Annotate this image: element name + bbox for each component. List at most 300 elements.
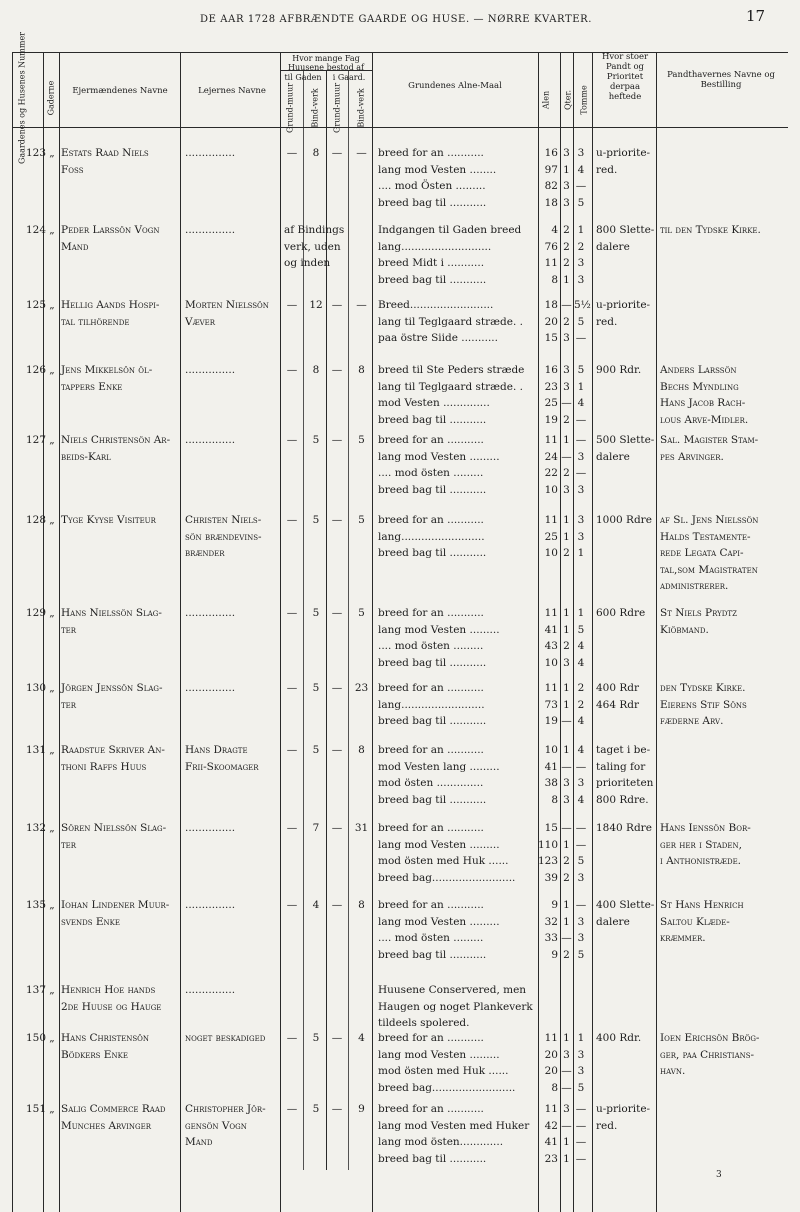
owner-name bbox=[61, 605, 181, 638]
owner-name-line: Foss bbox=[61, 163, 84, 176]
measure-tomme-line: 5 bbox=[577, 855, 585, 868]
measure-tomme bbox=[574, 512, 588, 562]
mortgage-holder-line: Hans Jacob Rach- bbox=[660, 397, 746, 410]
mortgage-amount bbox=[596, 897, 656, 930]
owner-name-line: ter bbox=[61, 623, 77, 636]
fag-count-gm2: — bbox=[331, 607, 343, 619]
footer-mark: 3 bbox=[716, 1170, 722, 1180]
measure-qter bbox=[560, 897, 573, 963]
fag-count-bv2: 8 bbox=[358, 364, 365, 376]
street-ditto: „ bbox=[49, 1103, 55, 1115]
measure-description-line: breed bag til ........... bbox=[378, 793, 487, 806]
measure-tomme-line: 5 bbox=[577, 315, 585, 328]
measure-tomme-line: 5 bbox=[577, 948, 585, 961]
row-number: 132 bbox=[25, 822, 46, 834]
header-bindverk-1: Bind-verk bbox=[310, 88, 320, 128]
fag-count-gm2: — bbox=[331, 682, 343, 694]
tenant-name-line: sön brændevins- bbox=[185, 530, 262, 543]
measure-tomme bbox=[574, 362, 588, 428]
measure-alen-line: 97 bbox=[544, 163, 558, 176]
measure-tomme bbox=[574, 145, 588, 211]
measure-qter-line: — bbox=[561, 299, 572, 311]
measure-description-line: breed Midt i ........... bbox=[378, 257, 485, 270]
measure-description-line: lang mod Vesten ......... bbox=[378, 915, 500, 928]
measure-tomme-line: — bbox=[575, 434, 587, 446]
mortgage-holder-line: Halds Testamente- bbox=[660, 530, 751, 543]
measure-description-line: breed bag......................... bbox=[378, 1081, 516, 1094]
measure-alen-line: 10 bbox=[544, 744, 558, 756]
mortgage-amount-line: dalere bbox=[596, 450, 630, 463]
measure-alen-line: 11 bbox=[544, 1103, 558, 1115]
measure-qter-line: 2 bbox=[563, 224, 570, 236]
measure-description-line: mod östen med Huk ...... bbox=[378, 855, 509, 868]
fag-count-bv2: 23 bbox=[354, 682, 369, 694]
measure-description-line: lang mod Vesten med Huker bbox=[378, 1119, 530, 1132]
owner-name-line: svends Enke bbox=[61, 915, 120, 928]
measure-description bbox=[378, 897, 538, 963]
owner-name bbox=[61, 820, 181, 853]
mortgage-holder-line: Hans Ienssön Bor- bbox=[660, 822, 751, 834]
tenant-name-line: ............... bbox=[185, 147, 236, 159]
header-bindverk-2: Bind-verk bbox=[356, 88, 366, 128]
mortgage-amount bbox=[596, 1030, 656, 1047]
mortgage-amount bbox=[596, 222, 656, 255]
measure-qter bbox=[560, 222, 573, 288]
measure-description-line: Haugen og noget Plankeverk bbox=[378, 1000, 533, 1013]
owner-name bbox=[61, 742, 181, 775]
rule-top bbox=[12, 52, 788, 53]
measure-alen-line: 9 bbox=[551, 948, 558, 961]
measure-alen-line: 11 bbox=[544, 434, 558, 446]
street-ditto: „ bbox=[49, 147, 55, 159]
row-number: 135 bbox=[25, 899, 46, 911]
tenant-name-line: Hans Dragte bbox=[185, 744, 248, 756]
measure-qter-line: 1 bbox=[563, 698, 570, 711]
mortgage-holder-line: administrerer. bbox=[660, 580, 729, 593]
measure-qter-line: 3 bbox=[563, 1048, 570, 1061]
measure-qter bbox=[560, 362, 573, 428]
row-number: 151 bbox=[25, 1103, 46, 1115]
street-ditto: „ bbox=[49, 514, 55, 526]
mortgage-holder-line: Kiöbmand. bbox=[660, 623, 709, 636]
measure-description bbox=[378, 512, 538, 562]
tenant-name bbox=[185, 982, 285, 999]
measure-alen bbox=[536, 605, 558, 671]
measure-tomme-line: 3 bbox=[577, 777, 585, 790]
measure-tomme-line: 1 bbox=[577, 380, 585, 393]
measure-description-line: breed bag til ........... bbox=[378, 413, 487, 426]
measure-alen-line: 25 bbox=[544, 397, 558, 410]
measure-qter bbox=[560, 297, 573, 347]
measure-alen-line: 18 bbox=[544, 196, 558, 209]
tenant-name-line: noget beskadiged bbox=[185, 1032, 266, 1044]
measure-alen-line: 23 bbox=[544, 380, 558, 393]
measure-alen-line: 20 bbox=[544, 1065, 558, 1078]
measure-alen bbox=[536, 1101, 558, 1167]
measure-qter-line: 1 bbox=[563, 899, 570, 911]
street-ditto: „ bbox=[49, 224, 55, 236]
measure-qter-line: 1 bbox=[563, 1136, 570, 1149]
measure-tomme-line: — bbox=[575, 1136, 587, 1149]
row-number: 123 bbox=[25, 147, 46, 159]
mortgage-holder-line: i Anthonistræde. bbox=[660, 855, 742, 868]
measure-alen-line: 25 bbox=[544, 530, 558, 543]
fag-count-gm2: — bbox=[331, 299, 343, 311]
measure-qter-line: 2 bbox=[563, 467, 570, 480]
owner-name bbox=[61, 897, 181, 930]
owner-name bbox=[61, 680, 181, 713]
mortgage-amount bbox=[596, 742, 656, 808]
mortgage-amount-line: red. bbox=[596, 315, 618, 328]
measure-alen-line: 4 bbox=[551, 224, 558, 236]
fag-count-bv1: 5 bbox=[312, 514, 320, 526]
fag-count-gm2: — bbox=[331, 434, 343, 446]
header-grundmuur-2: Grund-muur bbox=[332, 82, 342, 134]
mortgage-amount bbox=[596, 512, 656, 529]
header-gaderne: Gaderne bbox=[46, 80, 56, 116]
tenant-name-line: brænder bbox=[185, 547, 225, 560]
measure-alen bbox=[536, 680, 558, 730]
fag-count-gm1: — bbox=[286, 822, 298, 834]
measure-description-line: mod östen med Huk ...... bbox=[378, 1065, 509, 1078]
measure-tomme-line: 2 bbox=[577, 698, 585, 711]
measure-alen-line: 10 bbox=[544, 547, 558, 560]
measure-qter-line: 2 bbox=[563, 855, 570, 868]
street-ditto: „ bbox=[49, 364, 55, 376]
measure-tomme-line: — bbox=[575, 838, 587, 851]
mortgage-amount-line: dalere bbox=[596, 240, 630, 253]
measure-alen bbox=[536, 1030, 558, 1096]
measure-description-line: lang........................... bbox=[378, 240, 492, 253]
mortgage-holder-line: Ioen Erichsön Brög- bbox=[660, 1032, 760, 1044]
measure-description-line: .... mod östen ......... bbox=[378, 640, 484, 653]
measure-tomme-line: 3 bbox=[577, 1048, 585, 1061]
owner-name-line: beids-Karl bbox=[61, 450, 111, 463]
owner-name-line: Hans Nielssön Slag- bbox=[61, 607, 162, 619]
owner-name-line: Jörgen Jenssön Slag- bbox=[61, 682, 163, 694]
fag-count-gm2: — bbox=[331, 514, 343, 526]
measure-tomme-line: 3 bbox=[577, 450, 585, 463]
measure-description bbox=[378, 362, 538, 428]
measure-tomme-line: 5 bbox=[577, 1081, 585, 1094]
measure-alen bbox=[536, 432, 558, 498]
measure-description-line: lang til Teglgaard stræde. . bbox=[378, 315, 523, 328]
mortgage-amount-line: dalere bbox=[596, 915, 630, 928]
mortgage-holder-line: af Sl. Jens Nielssön bbox=[660, 514, 759, 526]
header-fag-gaden: til Gaden bbox=[284, 73, 322, 82]
measure-qter-line: 3 bbox=[563, 777, 570, 790]
tenant-name-line: Mand bbox=[185, 1136, 213, 1149]
measure-alen bbox=[536, 897, 558, 963]
measure-alen-line: 11 bbox=[544, 607, 558, 619]
fag-count-bv1: 5 bbox=[312, 1032, 320, 1044]
measure-qter bbox=[560, 605, 573, 671]
measure-description-line: lang mod Vesten ......... bbox=[378, 838, 500, 851]
owner-name-line: Munches Arvinger bbox=[61, 1119, 152, 1132]
mortgage-holder-line: rede Legata Capi- bbox=[660, 547, 744, 560]
measure-qter bbox=[560, 1030, 573, 1096]
measure-alen-line: 15 bbox=[544, 822, 558, 834]
measure-qter-line: 2 bbox=[563, 315, 570, 328]
measure-tomme bbox=[574, 297, 591, 347]
mortgage-holder bbox=[660, 1030, 790, 1080]
measure-tomme-line: — bbox=[575, 332, 587, 345]
owner-name-line: ter bbox=[61, 698, 77, 711]
measure-tomme-line: 4 bbox=[577, 656, 585, 669]
owner-name-line: thoni Raffs Huus bbox=[61, 760, 147, 773]
measure-tomme-line: — bbox=[575, 467, 587, 480]
column-rule bbox=[656, 52, 657, 1212]
owner-name bbox=[61, 297, 181, 330]
tenant-name bbox=[185, 145, 285, 162]
mortgage-holder-line: tal,som Magistraten bbox=[660, 563, 758, 576]
measure-qter-line: 2 bbox=[563, 640, 570, 653]
mortgage-amount-line: u-priorite- bbox=[596, 299, 651, 311]
measure-description-line: Breed......................... bbox=[378, 299, 494, 311]
measure-tomme-line: 4 bbox=[577, 640, 585, 653]
fag-count-gm1: — bbox=[286, 1032, 298, 1044]
fag-note bbox=[284, 222, 374, 272]
measure-alen-line: 10 bbox=[544, 656, 558, 669]
street-ditto: „ bbox=[49, 299, 55, 311]
mortgage-amount bbox=[596, 362, 656, 379]
tenant-name-line: Christopher Jör- bbox=[185, 1103, 266, 1115]
measure-qter-line: — bbox=[561, 715, 572, 728]
measure-qter-line: 3 bbox=[563, 1103, 570, 1115]
fag-count-bv1: 5 bbox=[312, 607, 320, 619]
measure-alen-line: 41 bbox=[544, 1136, 558, 1149]
measure-alen-line: 11 bbox=[544, 257, 558, 270]
fag-count-gm2: — bbox=[331, 744, 343, 756]
header-qter: Qter. bbox=[563, 90, 573, 110]
fag-count-gm2: — bbox=[331, 899, 343, 911]
measure-alen-line: 11 bbox=[544, 514, 558, 526]
fag-count-bv2: — bbox=[356, 147, 367, 159]
street-ditto: „ bbox=[49, 1032, 55, 1044]
measure-description-line: breed for an ........... bbox=[378, 514, 484, 526]
measure-description-line: breed for an ........... bbox=[378, 1032, 484, 1044]
measure-alen-line: 43 bbox=[544, 640, 558, 653]
tenant-name-line: gensön Vogn bbox=[185, 1119, 247, 1132]
mortgage-amount-line: 400 Slette- bbox=[596, 899, 655, 911]
fag-count-gm2: — bbox=[331, 822, 343, 834]
row-number: 126 bbox=[25, 364, 46, 376]
tenant-name bbox=[185, 222, 285, 239]
owner-name-line: Mand bbox=[61, 240, 89, 253]
tenant-name-line: ............... bbox=[185, 607, 236, 619]
measure-tomme-line: — bbox=[575, 822, 587, 834]
tenant-name-line: Væver bbox=[185, 315, 216, 328]
owner-name-line: Estats Raad Niels bbox=[61, 147, 149, 159]
mortgage-holder-line: lous Arve-Midler. bbox=[660, 413, 749, 426]
measure-description-line: breed bag til ........... bbox=[378, 483, 487, 496]
measure-qter-line: — bbox=[561, 1081, 572, 1094]
mortgage-amount-line: taget i be- bbox=[596, 744, 651, 756]
tenant-name bbox=[185, 297, 285, 330]
measure-qter-line: 2 bbox=[563, 257, 570, 270]
fag-count-bv1: 7 bbox=[312, 822, 320, 834]
fag-count-bv1: 12 bbox=[309, 299, 323, 311]
measure-qter-line: 2 bbox=[563, 240, 570, 253]
tenant-name bbox=[185, 1101, 285, 1151]
measure-description-line: breed for an ........... bbox=[378, 899, 484, 911]
fag-count-bv2: 8 bbox=[358, 744, 365, 756]
measure-tomme-line: 5½ bbox=[574, 299, 591, 311]
measure-alen-line: 8 bbox=[551, 273, 558, 286]
measure-qter-line: 1 bbox=[563, 530, 570, 543]
measure-description bbox=[378, 605, 538, 671]
measure-alen-line: 19 bbox=[544, 715, 558, 728]
mortgage-amount-line: 1000 Rdre bbox=[596, 514, 652, 526]
measure-description-line: breed bag til ........... bbox=[378, 656, 487, 669]
measure-tomme-line: 3 bbox=[577, 273, 585, 286]
measure-qter bbox=[560, 432, 573, 498]
owner-name-line: Niels Christensön Ar- bbox=[61, 434, 171, 446]
measure-qter-line: 2 bbox=[563, 547, 570, 560]
measure-tomme-line: 3 bbox=[577, 932, 585, 945]
column-rule bbox=[59, 52, 60, 1212]
owner-name bbox=[61, 1101, 181, 1134]
measure-qter-line: 3 bbox=[563, 793, 570, 806]
street-ditto: „ bbox=[49, 822, 55, 834]
row-number: 128 bbox=[25, 514, 46, 526]
mortgage-holder-line: til den Tydske Kirke. bbox=[660, 224, 761, 236]
owner-name bbox=[61, 512, 181, 529]
measure-alen-line: 33 bbox=[544, 932, 558, 945]
mortgage-amount-line: 800 Rdre. bbox=[596, 793, 649, 806]
measure-description bbox=[378, 820, 538, 886]
row-number: 150 bbox=[25, 1032, 46, 1044]
fag-count-bv2: — bbox=[356, 299, 367, 311]
measure-description-line: paa östre Siide ........... bbox=[378, 332, 498, 345]
measure-tomme-line: 1 bbox=[577, 607, 585, 619]
mortgage-holder bbox=[660, 222, 790, 239]
measure-description-line: Huusene Conservered, men bbox=[378, 984, 527, 996]
measure-tomme bbox=[574, 432, 588, 498]
fag-count-bv2: 5 bbox=[358, 607, 365, 619]
mortgage-amount-line: 1840 Rdre bbox=[596, 822, 652, 834]
mortgage-holder-line: Bechs Myndling bbox=[660, 380, 739, 393]
street-ditto: „ bbox=[49, 434, 55, 446]
fag-count-bv2: 4 bbox=[358, 1032, 365, 1044]
measure-alen-line: 110 bbox=[537, 838, 558, 851]
fag-count-bv2: 5 bbox=[358, 434, 365, 446]
measure-alen-line: 10 bbox=[544, 483, 558, 496]
measure-tomme-line: 3 bbox=[577, 871, 585, 884]
measure-qter-line: 1 bbox=[563, 1152, 570, 1165]
running-head: DE AAR 1728 AFBRÆNDTE GAARDE OG HUSE. — NØRRE KVARTER. bbox=[200, 14, 593, 25]
owner-name-line: 2de Huuse og Hauge bbox=[61, 1000, 162, 1013]
measure-description-line: lang mod Vesten ......... bbox=[378, 450, 500, 463]
measure-description-line: breed for an ........... bbox=[378, 434, 484, 446]
owner-name-line: Iohan Lindener Muur- bbox=[61, 899, 170, 911]
mortgage-holder bbox=[660, 680, 790, 730]
measure-description-line: lang mod Vesten ......... bbox=[378, 1048, 500, 1061]
mortgage-holder-line: fæderne Arv. bbox=[660, 715, 724, 728]
measure-description-line: breed for an ........... bbox=[378, 682, 484, 694]
measure-description bbox=[378, 297, 538, 347]
mortgage-amount-line: 900 Rdr. bbox=[596, 364, 642, 376]
page-number: 17 bbox=[746, 7, 766, 25]
street-ditto: „ bbox=[49, 984, 55, 996]
fag-count-bv2: 5 bbox=[358, 514, 365, 526]
measure-description-line: breed bag til ........... bbox=[378, 948, 487, 961]
measure-description bbox=[378, 680, 538, 730]
fag-count-gm1: — bbox=[286, 364, 298, 376]
fag-count-bv1: 5 bbox=[312, 744, 320, 756]
measure-qter-line: 1 bbox=[563, 514, 570, 526]
owner-name-line: ter bbox=[61, 838, 77, 851]
measure-description-line: mod Vesten lang ......... bbox=[378, 760, 500, 773]
measure-tomme bbox=[574, 742, 588, 808]
measure-alen-line: 82 bbox=[544, 180, 558, 193]
measure-alen bbox=[536, 297, 558, 347]
measure-qter-line: 3 bbox=[563, 380, 570, 393]
measure-description-line: breed bag til ........... bbox=[378, 273, 487, 286]
measure-qter-line: 1 bbox=[563, 838, 570, 851]
measure-tomme-line: 3 bbox=[577, 514, 585, 526]
mortgage-holder-line: den Tydske Kirke. bbox=[660, 682, 746, 694]
mortgage-holder-line: ger, paa Christians- bbox=[660, 1048, 755, 1061]
tenant-name-line: ............... bbox=[185, 822, 236, 834]
owner-name-line: Hans Christensön bbox=[61, 1032, 150, 1044]
measure-alen-line: 23 bbox=[544, 1152, 558, 1165]
owner-name bbox=[61, 222, 181, 255]
measure-tomme-line: 1 bbox=[577, 224, 585, 236]
owner-name-line: tal tilhörende bbox=[61, 315, 130, 328]
tenant-name bbox=[185, 897, 285, 914]
measure-tomme-line: 3 bbox=[577, 1065, 585, 1078]
owner-name-line: Peder Larssön Vogn bbox=[61, 224, 160, 236]
measure-alen-line: 11 bbox=[544, 1032, 558, 1044]
measure-alen-line: 32 bbox=[544, 915, 558, 928]
measure-tomme bbox=[574, 1101, 588, 1167]
measure-alen bbox=[536, 145, 558, 211]
measure-description-line: breed for an ........... bbox=[378, 822, 484, 834]
measure-tomme-line: 4 bbox=[577, 397, 585, 410]
measure-description bbox=[378, 742, 538, 808]
mortgage-holder-line: ger her i Staden, bbox=[660, 838, 742, 851]
tenant-name-line: Christen Niels- bbox=[185, 514, 262, 526]
mortgage-holder bbox=[660, 605, 790, 638]
mortgage-amount-line: 800 Slette- bbox=[596, 224, 655, 236]
measure-qter-line: 1 bbox=[563, 682, 570, 694]
measure-description-line: .... mod östen ......... bbox=[378, 467, 484, 480]
tenant-name bbox=[185, 605, 285, 622]
owner-name-line: Jens Mikkelsön öl- bbox=[61, 364, 153, 376]
measure-tomme bbox=[574, 820, 588, 886]
measure-tomme-line: 3 bbox=[577, 530, 585, 543]
mortgage-holder bbox=[660, 897, 790, 947]
rule-header-bottom bbox=[12, 127, 788, 128]
measure-description-line: breed til Ste Peders stræde bbox=[378, 364, 525, 376]
tenant-name bbox=[185, 512, 285, 562]
measure-alen-line: 22 bbox=[544, 467, 558, 480]
measure-description-line: tildeels spolered. bbox=[378, 1017, 470, 1030]
measure-tomme-line: 1 bbox=[577, 1032, 585, 1044]
mortgage-amount-line: 400 Rdr. bbox=[596, 1032, 642, 1044]
street-ditto: „ bbox=[49, 607, 55, 619]
mortgage-amount-line: u-priorite- bbox=[596, 1103, 651, 1115]
measure-alen-line: 123 bbox=[537, 855, 558, 868]
measure-alen-line: 73 bbox=[544, 698, 558, 711]
mortgage-holder-line: kræmmer. bbox=[660, 932, 706, 945]
measure-qter-line: 1 bbox=[563, 623, 570, 636]
measure-description bbox=[378, 1030, 538, 1096]
fag-count-bv1: 8 bbox=[312, 147, 320, 159]
row-number: 129 bbox=[25, 607, 46, 619]
measure-alen-line: 39 bbox=[544, 871, 558, 884]
